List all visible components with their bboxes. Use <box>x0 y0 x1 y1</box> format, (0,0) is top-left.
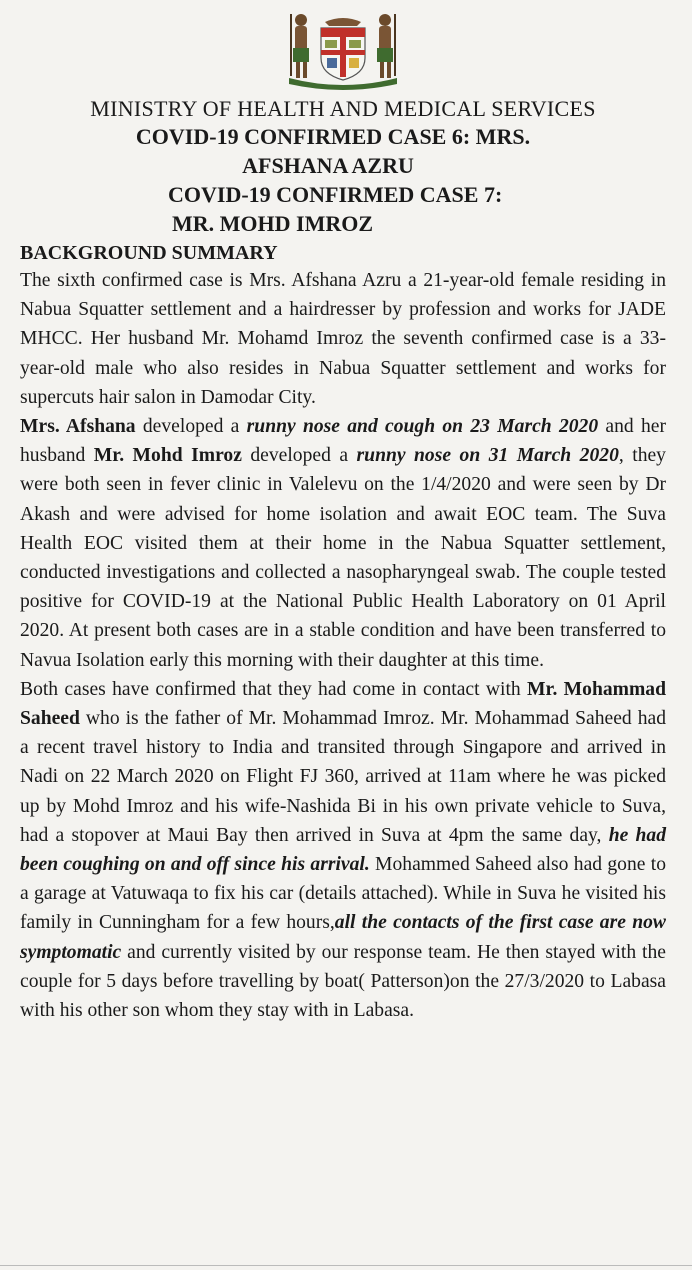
p3-text: who is the father of Mr. Mohammad Imroz. Mr. Mohammad Saheed had a recent travel history to India and transited through Singapore and arrived in Nadi on 22 March 2020 on Flight FJ 360, arrived at 11am where he was picked up by Mohd Imroz and his wife-Nashida Bi in his own private vehicle to Suva, had a stopover at Maui Bay then arrived in Suva at 4pm the same day, <box>20 708 666 846</box>
ministry-name: MINISTRY OF HEALTH AND MEDICAL SERVICES <box>90 96 596 121</box>
paragraph-1: The sixth confirmed case is Mrs. Afshana Azru a 21-year-old female residing in Nabua Squatter settlement and a hairdresser by profession and works for JADE MHCC. Her husband Mr. Mohamd Imroz the seventh confirmed case is a 33-year-old male who also resides in Nabua Squatter settlement and works for supercuts hair salon in Damodar City. <box>20 270 666 408</box>
title-line-4: MR. MOHD IMROZ <box>172 211 374 236</box>
p3-text: and currently visited by our response team. He then stayed with the couple for 5 days before travelling by boat( Patterson)on the 27/3/2020 to Labasa with his other son whom they stay with in Labasa. <box>20 941 666 1022</box>
p2-emphasis: runny nose and cough on 23 March 2020 <box>246 416 599 438</box>
p2-text: developed a <box>135 416 247 438</box>
p2-text: and her husband <box>20 416 667 467</box>
p3-emphasis: he had been coughing on and off since his arrival. <box>20 824 667 876</box>
p3-text: Mohammed Saheed also had gone to a garage at Vatuwaqa to fix his car (details attached). While in Suva he visited his family in Cunningham for a few hours, <box>20 854 666 934</box>
p2-bold-name: Mr. Mohd Imroz <box>93 445 242 467</box>
title-line-1: COVID-19 CONFIRMED CASE 6: MRS. <box>135 124 531 149</box>
p3-text: Both cases have confirmed that they had come in contact with <box>20 678 528 700</box>
paragraph-2 <box>20 412 666 675</box>
p2-emphasis: runny nose on 31 March 2020 <box>356 445 619 467</box>
title-line-3: COVID-19 CONFIRMED CASE 7: <box>168 182 503 207</box>
title-line-2: AFSHANA AZRU <box>242 153 414 178</box>
p2-bold-name: Mrs. Afshana <box>20 416 136 438</box>
p2-text: developed a <box>241 445 357 467</box>
bottom-divider <box>0 1265 692 1266</box>
p2-text: , they were both seen in fever clinic in Valelevu on the 1/4/2020 and were seen by Dr Akash and were advised for home isolation and await EOC team. The Suva Health EOC visited them at their home in the Nabua Squatter settlement, conducted investigations and collected a nasopharyngeal swab. The couple tested positive for COVID-19 at the National Public Health Laboratory on 01 April 2020. At present both cases are in a stable condition and have been transferred to Navua Isolation early this morning with their daughter at this time. <box>20 445 666 671</box>
p3-emphasis: all the contacts of the first case are now symptomatic <box>20 912 666 963</box>
p3-bold-name: Mr. Mohammad Saheed <box>20 678 666 730</box>
paragraph-3 <box>20 675 666 1025</box>
fiji-coat-of-arms-icon <box>283 10 403 90</box>
section-heading: BACKGROUND SUMMARY <box>20 242 278 264</box>
